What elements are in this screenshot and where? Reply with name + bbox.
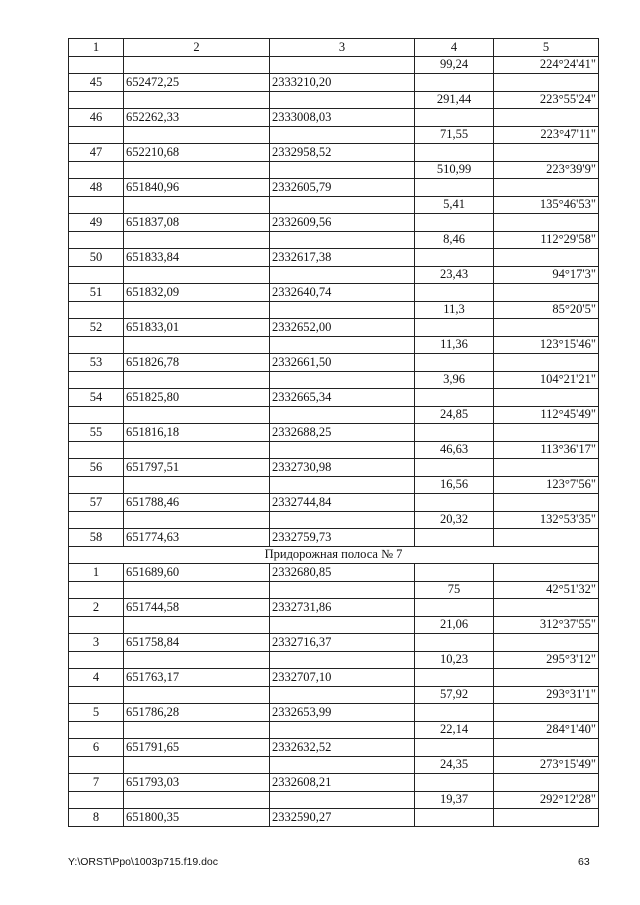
empty-cell xyxy=(69,371,124,389)
coordinate-x: 651788,46 xyxy=(124,494,270,512)
empty-cell xyxy=(69,126,124,144)
point-number: 46 xyxy=(69,109,124,127)
empty-cell xyxy=(494,494,599,512)
coordinate-y: 2332609,56 xyxy=(270,214,415,232)
empty-cell xyxy=(415,739,494,757)
table-row-point xyxy=(69,459,599,477)
table-row-measure xyxy=(69,266,599,284)
coordinate-y: 2332632,52 xyxy=(270,739,415,757)
table-row-point xyxy=(69,529,599,547)
empty-cell xyxy=(124,336,270,354)
table-row-measure xyxy=(69,161,599,179)
point-number: 55 xyxy=(69,424,124,442)
empty-cell xyxy=(415,529,494,547)
distance-value: 71,55 xyxy=(415,126,494,144)
distance-value: 75 xyxy=(415,581,494,599)
direction-angle: 135°46'53" xyxy=(494,196,599,214)
table-row-measure xyxy=(69,91,599,109)
coordinate-x: 651689,60 xyxy=(124,564,270,582)
table-row-measure xyxy=(69,441,599,459)
coordinate-x: 652262,33 xyxy=(124,109,270,127)
empty-cell xyxy=(270,651,415,669)
empty-cell xyxy=(124,616,270,634)
point-number: 2 xyxy=(69,599,124,617)
header-cell: 5 xyxy=(494,39,599,57)
empty-cell xyxy=(124,371,270,389)
direction-angle: 113°36'17" xyxy=(494,441,599,459)
direction-angle: 132°53'35" xyxy=(494,511,599,529)
empty-cell xyxy=(124,581,270,599)
distance-value: 291,44 xyxy=(415,91,494,109)
point-number: 7 xyxy=(69,774,124,792)
direction-angle: 123°15'46" xyxy=(494,336,599,354)
distance-value: 19,37 xyxy=(415,791,494,809)
direction-angle: 112°29'58" xyxy=(494,231,599,249)
table-row-point xyxy=(69,564,599,582)
empty-cell xyxy=(415,319,494,337)
empty-cell xyxy=(494,424,599,442)
direction-angle: 223°39'9" xyxy=(494,161,599,179)
table-row-measure xyxy=(69,581,599,599)
empty-cell xyxy=(494,564,599,582)
table-row-point xyxy=(69,494,599,512)
coordinate-y: 2332680,85 xyxy=(270,564,415,582)
empty-cell xyxy=(69,441,124,459)
table-row-measure xyxy=(69,756,599,774)
empty-cell xyxy=(69,616,124,634)
direction-angle: 292°12'28" xyxy=(494,791,599,809)
header-cell: 2 xyxy=(124,39,270,57)
distance-value: 21,06 xyxy=(415,616,494,634)
distance-value: 3,96 xyxy=(415,371,494,389)
empty-cell xyxy=(494,774,599,792)
empty-cell xyxy=(69,756,124,774)
coordinate-x: 651758,84 xyxy=(124,634,270,652)
header-cell: 3 xyxy=(270,39,415,57)
empty-cell xyxy=(69,336,124,354)
table-row-measure xyxy=(69,791,599,809)
table-row-measure xyxy=(69,721,599,739)
table-row-point xyxy=(69,739,599,757)
table-row-measure xyxy=(69,231,599,249)
direction-angle: 293°31'1" xyxy=(494,686,599,704)
empty-cell xyxy=(124,301,270,319)
empty-cell xyxy=(270,126,415,144)
empty-cell xyxy=(494,214,599,232)
empty-cell xyxy=(494,284,599,302)
coordinate-x: 651816,18 xyxy=(124,424,270,442)
empty-cell xyxy=(270,371,415,389)
empty-cell xyxy=(270,231,415,249)
coordinate-x: 651774,63 xyxy=(124,529,270,547)
direction-angle: 42°51'32" xyxy=(494,581,599,599)
coordinate-y: 2332590,27 xyxy=(270,809,415,827)
table-row-point xyxy=(69,284,599,302)
table-row-measure xyxy=(69,126,599,144)
empty-cell xyxy=(415,389,494,407)
distance-value: 16,56 xyxy=(415,476,494,494)
distance-value: 8,46 xyxy=(415,231,494,249)
distance-value: 20,32 xyxy=(415,511,494,529)
table-row-point xyxy=(69,179,599,197)
empty-cell xyxy=(69,791,124,809)
table-body xyxy=(69,39,599,827)
direction-angle: 273°15'49" xyxy=(494,756,599,774)
empty-cell xyxy=(69,231,124,249)
coordinate-y: 2332731,86 xyxy=(270,599,415,617)
empty-cell xyxy=(494,354,599,372)
header-cell: 4 xyxy=(415,39,494,57)
coordinate-x: 651833,84 xyxy=(124,249,270,267)
empty-cell xyxy=(124,756,270,774)
empty-cell xyxy=(415,284,494,302)
empty-cell xyxy=(494,459,599,477)
empty-cell xyxy=(494,74,599,92)
section-title-row xyxy=(69,546,599,564)
point-number: 57 xyxy=(69,494,124,512)
coordinate-x: 651744,58 xyxy=(124,599,270,617)
empty-cell xyxy=(415,599,494,617)
table-row-measure xyxy=(69,196,599,214)
empty-cell xyxy=(270,161,415,179)
empty-cell xyxy=(124,126,270,144)
empty-cell xyxy=(415,809,494,827)
table-row-measure xyxy=(69,301,599,319)
empty-cell xyxy=(270,441,415,459)
empty-cell xyxy=(415,634,494,652)
empty-cell xyxy=(69,161,124,179)
empty-cell xyxy=(270,616,415,634)
point-number: 5 xyxy=(69,704,124,722)
table-row-measure xyxy=(69,651,599,669)
table-row-point xyxy=(69,809,599,827)
empty-cell xyxy=(124,196,270,214)
coordinate-x: 651791,65 xyxy=(124,739,270,757)
empty-cell xyxy=(415,179,494,197)
empty-cell xyxy=(124,406,270,424)
empty-cell xyxy=(69,651,124,669)
empty-cell xyxy=(124,476,270,494)
empty-cell xyxy=(415,459,494,477)
table-row-point xyxy=(69,704,599,722)
empty-cell xyxy=(124,721,270,739)
point-number: 1 xyxy=(69,564,124,582)
coordinate-y: 2332958,52 xyxy=(270,144,415,162)
point-number: 51 xyxy=(69,284,124,302)
empty-cell xyxy=(270,686,415,704)
empty-cell xyxy=(124,511,270,529)
coordinate-y: 2332716,37 xyxy=(270,634,415,652)
empty-cell xyxy=(494,739,599,757)
coordinate-x: 651833,01 xyxy=(124,319,270,337)
direction-angle: 284°1'40" xyxy=(494,721,599,739)
distance-value: 510,99 xyxy=(415,161,494,179)
point-number: 50 xyxy=(69,249,124,267)
distance-value: 46,63 xyxy=(415,441,494,459)
coordinate-y: 2332665,34 xyxy=(270,389,415,407)
coordinate-x: 651826,78 xyxy=(124,354,270,372)
table-row-measure xyxy=(69,476,599,494)
empty-cell xyxy=(270,91,415,109)
distance-value: 57,92 xyxy=(415,686,494,704)
distance-value: 5,41 xyxy=(415,196,494,214)
header-cell: 1 xyxy=(69,39,124,57)
empty-cell xyxy=(415,354,494,372)
empty-cell xyxy=(415,74,494,92)
empty-cell xyxy=(124,266,270,284)
table-row-point xyxy=(69,774,599,792)
empty-cell xyxy=(415,214,494,232)
table-row-point xyxy=(69,599,599,617)
coordinate-y: 2332653,99 xyxy=(270,704,415,722)
coordinate-x: 651832,09 xyxy=(124,284,270,302)
direction-angle: 104°21'21" xyxy=(494,371,599,389)
empty-cell xyxy=(270,336,415,354)
empty-cell xyxy=(415,669,494,687)
empty-cell xyxy=(124,651,270,669)
direction-angle: 295°3'12" xyxy=(494,651,599,669)
empty-cell xyxy=(494,389,599,407)
direction-angle: 223°47'11" xyxy=(494,126,599,144)
empty-cell xyxy=(494,319,599,337)
empty-cell xyxy=(270,756,415,774)
table-row-point xyxy=(69,74,599,92)
empty-cell xyxy=(270,301,415,319)
empty-cell xyxy=(69,196,124,214)
table-header-row xyxy=(69,39,599,57)
empty-cell xyxy=(124,791,270,809)
empty-cell xyxy=(415,494,494,512)
table-row-point xyxy=(69,669,599,687)
coordinate-x: 651763,17 xyxy=(124,669,270,687)
empty-cell xyxy=(415,144,494,162)
coordinate-y: 2333210,20 xyxy=(270,74,415,92)
point-number: 58 xyxy=(69,529,124,547)
direction-angle: 112°45'49" xyxy=(494,406,599,424)
coordinate-x: 652472,25 xyxy=(124,74,270,92)
point-number: 56 xyxy=(69,459,124,477)
distance-value: 23,43 xyxy=(415,266,494,284)
empty-cell xyxy=(124,161,270,179)
section-title: Придорожная полоса № 7 xyxy=(69,546,599,564)
point-number: 6 xyxy=(69,739,124,757)
empty-cell xyxy=(69,301,124,319)
empty-cell xyxy=(69,56,124,74)
empty-cell xyxy=(494,809,599,827)
empty-cell xyxy=(69,721,124,739)
empty-cell xyxy=(69,406,124,424)
coordinate-y: 2332744,84 xyxy=(270,494,415,512)
direction-angle: 224°24'41" xyxy=(494,56,599,74)
empty-cell xyxy=(415,774,494,792)
empty-cell xyxy=(69,511,124,529)
empty-cell xyxy=(415,249,494,267)
empty-cell xyxy=(69,266,124,284)
table-row-point xyxy=(69,389,599,407)
empty-cell xyxy=(494,634,599,652)
footer-file-path: Y:\ORST\Ppo\1003p715.f19.doc xyxy=(68,856,219,868)
table-row-measure xyxy=(69,371,599,389)
coordinate-y: 2332617,38 xyxy=(270,249,415,267)
distance-value: 11,36 xyxy=(415,336,494,354)
empty-cell xyxy=(415,109,494,127)
empty-cell xyxy=(270,511,415,529)
table-row-point xyxy=(69,109,599,127)
direction-angle: 312°37'55" xyxy=(494,616,599,634)
direction-angle: 123°7'56" xyxy=(494,476,599,494)
coordinate-y: 2332605,79 xyxy=(270,179,415,197)
direction-angle: 94°17'3" xyxy=(494,266,599,284)
point-number: 3 xyxy=(69,634,124,652)
empty-cell xyxy=(415,704,494,722)
table-row-point xyxy=(69,249,599,267)
coordinate-y: 2332652,00 xyxy=(270,319,415,337)
empty-cell xyxy=(494,109,599,127)
empty-cell xyxy=(270,791,415,809)
distance-value: 10,23 xyxy=(415,651,494,669)
empty-cell xyxy=(124,56,270,74)
coordinate-y: 2332640,74 xyxy=(270,284,415,302)
coordinate-y: 2333008,03 xyxy=(270,109,415,127)
coordinate-x: 651793,03 xyxy=(124,774,270,792)
distance-value: 99,24 xyxy=(415,56,494,74)
empty-cell xyxy=(494,529,599,547)
coordinate-y: 2332688,25 xyxy=(270,424,415,442)
point-number: 4 xyxy=(69,669,124,687)
table-row-measure xyxy=(69,616,599,634)
coordinate-y: 2332730,98 xyxy=(270,459,415,477)
empty-cell xyxy=(69,476,124,494)
point-number: 47 xyxy=(69,144,124,162)
empty-cell xyxy=(124,91,270,109)
table-row-point xyxy=(69,319,599,337)
coordinate-y: 2332759,73 xyxy=(270,529,415,547)
point-number: 48 xyxy=(69,179,124,197)
coordinate-y: 2332707,10 xyxy=(270,669,415,687)
empty-cell xyxy=(270,196,415,214)
point-number: 45 xyxy=(69,74,124,92)
footer-page-number: 63 xyxy=(578,856,590,868)
empty-cell xyxy=(270,476,415,494)
empty-cell xyxy=(69,686,124,704)
point-number: 54 xyxy=(69,389,124,407)
point-number: 8 xyxy=(69,809,124,827)
table-row-point xyxy=(69,354,599,372)
empty-cell xyxy=(270,406,415,424)
point-number: 49 xyxy=(69,214,124,232)
empty-cell xyxy=(415,424,494,442)
empty-cell xyxy=(69,91,124,109)
direction-angle: 85°20'5" xyxy=(494,301,599,319)
table-row-measure xyxy=(69,686,599,704)
table-row-measure xyxy=(69,406,599,424)
distance-value: 24,85 xyxy=(415,406,494,424)
table-row-measure xyxy=(69,336,599,354)
coordinate-x: 652210,68 xyxy=(124,144,270,162)
empty-cell xyxy=(270,266,415,284)
empty-cell xyxy=(69,581,124,599)
table-row-point xyxy=(69,214,599,232)
empty-cell xyxy=(415,564,494,582)
empty-cell xyxy=(270,581,415,599)
distance-value: 22,14 xyxy=(415,721,494,739)
table-row-point xyxy=(69,424,599,442)
coordinate-y: 2332661,50 xyxy=(270,354,415,372)
empty-cell xyxy=(494,144,599,162)
distance-value: 11,3 xyxy=(415,301,494,319)
table-row-point xyxy=(69,144,599,162)
table-row-measure xyxy=(69,56,599,74)
empty-cell xyxy=(494,599,599,617)
point-number: 52 xyxy=(69,319,124,337)
coordinates-table xyxy=(68,38,599,827)
empty-cell xyxy=(124,231,270,249)
coordinate-y: 2332608,21 xyxy=(270,774,415,792)
empty-cell xyxy=(124,441,270,459)
table-row-measure xyxy=(69,511,599,529)
empty-cell xyxy=(124,686,270,704)
empty-cell xyxy=(494,704,599,722)
empty-cell xyxy=(270,721,415,739)
empty-cell xyxy=(270,56,415,74)
coordinate-x: 651800,35 xyxy=(124,809,270,827)
empty-cell xyxy=(494,179,599,197)
direction-angle: 223°55'24" xyxy=(494,91,599,109)
coordinate-x: 651786,28 xyxy=(124,704,270,722)
coordinate-x: 651797,51 xyxy=(124,459,270,477)
distance-value: 24,35 xyxy=(415,756,494,774)
point-number: 53 xyxy=(69,354,124,372)
empty-cell xyxy=(494,669,599,687)
empty-cell xyxy=(494,249,599,267)
coordinate-x: 651840,96 xyxy=(124,179,270,197)
coordinate-x: 651825,80 xyxy=(124,389,270,407)
coordinate-x: 651837,08 xyxy=(124,214,270,232)
table-row-point xyxy=(69,634,599,652)
